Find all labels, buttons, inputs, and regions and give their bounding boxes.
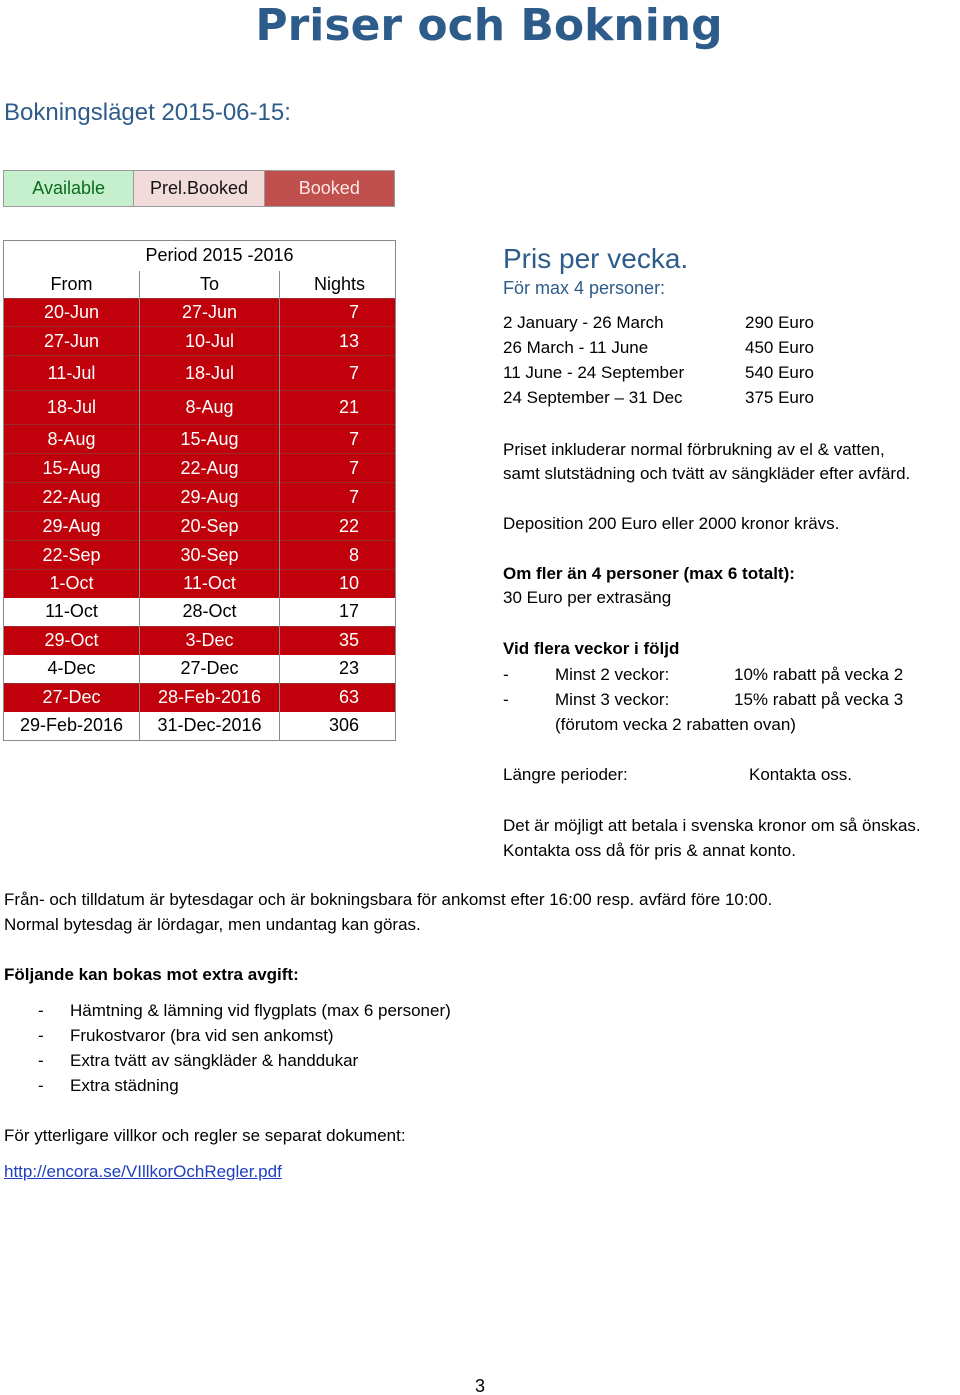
page-number: 3 bbox=[474, 1376, 485, 1395]
price-value: 450 Euro bbox=[745, 338, 814, 357]
rules-link[interactable]: http://encora.se/VIllkorOchRegler.pdf bbox=[4, 1162, 282, 1181]
cell-nights: 35 bbox=[280, 627, 396, 655]
table-row bbox=[4, 454, 396, 483]
discount-heading: Vid flera veckor i följd bbox=[503, 639, 680, 658]
extra-item-text: Extra städning bbox=[70, 1076, 179, 1095]
extras-heading: Följande kan bokas mot extra avgift: bbox=[4, 965, 299, 984]
table-row bbox=[4, 425, 396, 454]
longer-periods-label: Längre perioder: bbox=[503, 765, 628, 784]
table-row bbox=[4, 598, 396, 627]
booking-status-heading: Bokningsläget 2015-06-15: bbox=[4, 99, 291, 126]
cell-from: 8-Aug bbox=[4, 425, 140, 454]
extra-bed-price: 30 Euro per extrasäng bbox=[503, 588, 672, 607]
cell-nights: 23 bbox=[280, 655, 396, 684]
list-item bbox=[38, 1073, 538, 1098]
status-legend bbox=[3, 170, 395, 207]
cell-nights: 7 bbox=[280, 454, 396, 483]
cell-from: 20-Jun bbox=[4, 299, 140, 327]
extra-persons-heading: Om fler än 4 personer (max 6 totalt): bbox=[503, 564, 795, 583]
cell-to: 29-Aug bbox=[140, 483, 280, 512]
price-value: 540 Euro bbox=[745, 363, 814, 382]
list-dash: - bbox=[503, 665, 509, 684]
cell-from: 29-Feb-2016 bbox=[4, 712, 140, 741]
cell-to: 28-Oct bbox=[140, 598, 280, 627]
list-dash: - bbox=[503, 690, 509, 709]
cell-nights: 17 bbox=[280, 598, 396, 627]
cell-from: 22-Aug bbox=[4, 483, 140, 512]
period-table bbox=[3, 240, 396, 741]
cell-nights: 13 bbox=[280, 327, 396, 356]
extra-item-text: Extra tvätt av sängkläder & handdukar bbox=[70, 1051, 359, 1070]
list-dash: - bbox=[38, 1001, 44, 1020]
cell-nights: 7 bbox=[280, 483, 396, 512]
discount-label: Minst 3 veckor: bbox=[555, 690, 670, 709]
deposit-text: Deposition 200 Euro eller 2000 kronor krävs. bbox=[503, 514, 840, 533]
list-dash: - bbox=[38, 1076, 44, 1095]
longer-periods-value: Kontakta oss. bbox=[749, 765, 853, 784]
cell-nights: 7 bbox=[280, 299, 396, 327]
cell-from: 1-Oct bbox=[4, 570, 140, 598]
changeover-info: Från- och tilldatum är bytesdagar och är bokningsbara för ankomst efter 16:00 resp. avfärd före 10:00. bbox=[4, 890, 773, 909]
list-item bbox=[38, 1023, 538, 1048]
cell-nights: 63 bbox=[280, 684, 396, 712]
cell-to: 3-Dec bbox=[140, 627, 280, 655]
header-to: To bbox=[140, 271, 280, 299]
cell-nights: 21 bbox=[280, 391, 396, 425]
table-row bbox=[4, 684, 396, 712]
changeover-note: Normal bytesdag är lördagar, men undantag kan göras. bbox=[4, 915, 421, 934]
cell-from: 29-Oct bbox=[4, 627, 140, 655]
list-dash: - bbox=[38, 1026, 44, 1045]
cell-from: 22-Sep bbox=[4, 541, 140, 570]
list-dash: - bbox=[38, 1051, 44, 1070]
price-row bbox=[503, 385, 903, 410]
list-item bbox=[38, 998, 538, 1023]
cell-from: 11-Jul bbox=[4, 356, 140, 391]
cell-to: 30-Sep bbox=[140, 541, 280, 570]
table-row bbox=[4, 391, 396, 425]
cell-from: 11-Oct bbox=[4, 598, 140, 627]
sek-payment-line-2: Kontakta oss då för pris & annat konto. bbox=[503, 841, 796, 860]
extra-item-text: Frukostvaror (bra vid sen ankomst) bbox=[70, 1026, 334, 1045]
legend-booked: Booked bbox=[265, 171, 394, 206]
rules-text: För ytterligare villkor och regler se separat dokument: bbox=[4, 1126, 406, 1145]
price-period: 11 June - 24 September bbox=[503, 363, 685, 382]
cell-to: 18-Jul bbox=[140, 356, 280, 391]
table-row bbox=[4, 712, 396, 741]
sek-payment-line-1: Det är möjligt att betala i svenska kronor om så önskas. bbox=[503, 816, 921, 835]
table-row bbox=[4, 512, 396, 541]
price-row bbox=[503, 335, 903, 360]
table-row bbox=[4, 655, 396, 684]
price-period: 26 March - 11 June bbox=[503, 338, 649, 357]
table-row bbox=[4, 356, 396, 391]
cell-to: 20-Sep bbox=[140, 512, 280, 541]
extra-item-text: Hämtning & lämning vid flygplats (max 6 personer) bbox=[70, 1001, 451, 1020]
legend-prel-booked: Prel.Booked bbox=[134, 171, 264, 206]
price-value: 290 Euro bbox=[745, 313, 814, 332]
cell-from: 15-Aug bbox=[4, 454, 140, 483]
cell-nights: 306 bbox=[280, 712, 396, 741]
discount-value: 10% rabatt på vecka 2 bbox=[734, 665, 904, 684]
discount-label: Minst 2 veckor: bbox=[555, 665, 670, 684]
discount-row bbox=[503, 687, 943, 712]
cell-nights: 8 bbox=[280, 541, 396, 570]
cell-to: 22-Aug bbox=[140, 454, 280, 483]
cell-to: 15-Aug bbox=[140, 425, 280, 454]
cell-nights: 22 bbox=[280, 512, 396, 541]
table-row bbox=[4, 299, 396, 327]
price-row bbox=[503, 310, 903, 335]
cell-nights: 10 bbox=[280, 570, 396, 598]
cell-to: 27-Dec bbox=[140, 655, 280, 684]
cell-to: 10-Jul bbox=[140, 327, 280, 356]
price-period: 2 January - 26 March bbox=[503, 313, 664, 332]
discount-value: 15% rabatt på vecka 3 bbox=[734, 690, 904, 709]
list-item bbox=[38, 1048, 538, 1073]
cell-nights: 7 bbox=[280, 425, 396, 454]
cell-to: 27-Jun bbox=[140, 299, 280, 327]
header-nights: Nights bbox=[280, 271, 396, 299]
legend-available: Available bbox=[4, 171, 134, 206]
price-period: 24 September – 31 Dec bbox=[503, 388, 683, 407]
cell-from: 4-Dec bbox=[4, 655, 140, 684]
cell-to: 11-Oct bbox=[140, 570, 280, 598]
price-value: 375 Euro bbox=[745, 388, 814, 407]
header-from: From bbox=[4, 271, 140, 299]
cell-to: 31-Dec-2016 bbox=[140, 712, 280, 741]
table-row bbox=[4, 570, 396, 598]
cell-from: 29-Aug bbox=[4, 512, 140, 541]
includes-line-2: samt slutstädning och tvätt av sängkläder efter avfärd. bbox=[503, 464, 911, 483]
cell-to: 28-Feb-2016 bbox=[140, 684, 280, 712]
cell-from: 18-Jul bbox=[4, 391, 140, 425]
discount-row bbox=[503, 662, 943, 687]
price-heading: Pris per vecka. bbox=[503, 243, 689, 274]
includes-line-1: Priset inkluderar normal förbrukning av el & vatten, bbox=[503, 440, 885, 459]
table-row bbox=[4, 627, 396, 655]
table-row bbox=[4, 541, 396, 570]
cell-to: 8-Aug bbox=[140, 391, 280, 425]
table-row bbox=[4, 483, 396, 512]
period-label: Period 2015 -2016 bbox=[4, 241, 396, 271]
cell-from: 27-Jun bbox=[4, 327, 140, 356]
cell-nights: 7 bbox=[280, 356, 396, 391]
price-subheading: För max 4 personer: bbox=[503, 278, 666, 298]
price-row bbox=[503, 360, 903, 385]
cell-from: 27-Dec bbox=[4, 684, 140, 712]
table-row bbox=[4, 327, 396, 356]
discount-note: (förutom vecka 2 rabatten ovan) bbox=[555, 715, 796, 734]
page-title: Priser och Bokning bbox=[255, 0, 723, 51]
